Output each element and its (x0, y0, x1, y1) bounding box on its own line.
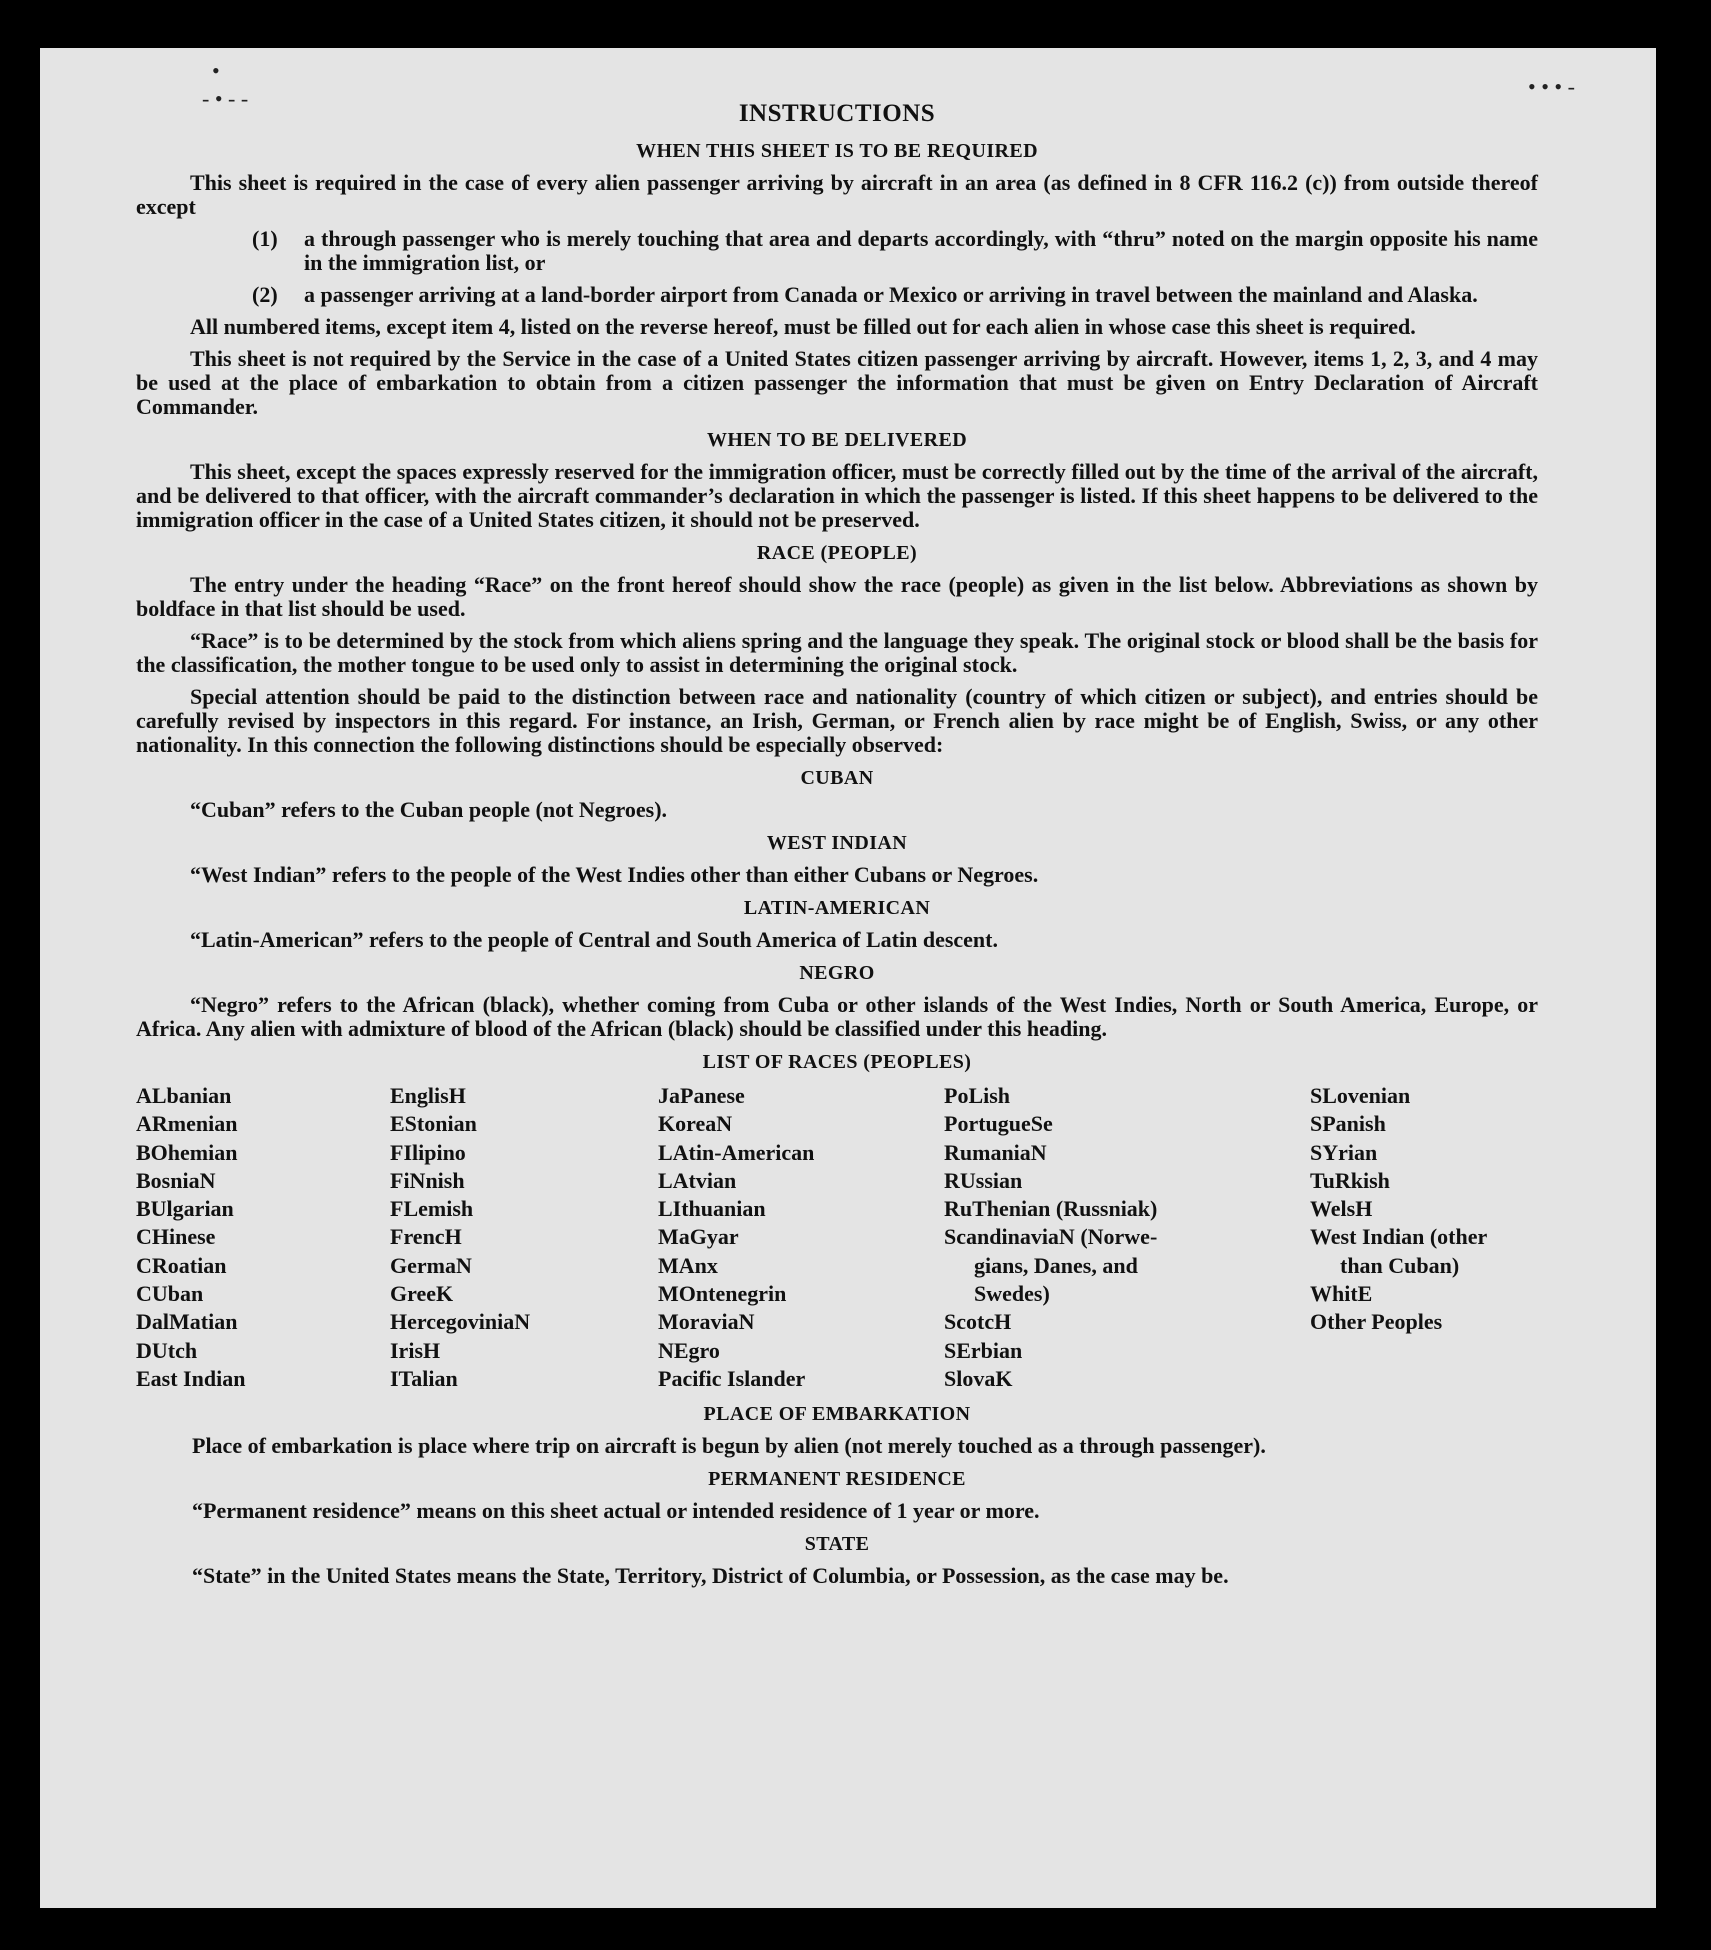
race-entry: MaGyar (658, 1224, 739, 1250)
race-entry: LAtvian (658, 1167, 737, 1193)
heading-when-required: WHEN THIS SHEET IS TO BE REQUIRED (636, 140, 1038, 162)
residence-definition: “Permanent residence” means on this sheet actual or intended residence of 1 year or more. (192, 1498, 1040, 1524)
race-entry: CUban (136, 1281, 204, 1307)
heading-when-delivered: WHEN TO BE DELIVERED (706, 429, 968, 451)
race-entry: CHinese (136, 1224, 216, 1250)
race-entry: TuRkish (1310, 1167, 1390, 1193)
race-entry: ScotcH (944, 1309, 1012, 1335)
race-paragraph: Special attention should be paid to the distinction between race and nationality (country of which citizen or subject), and entries should be carefully revised by inspectors in this regard. For instance, an Irish, German, or French alien by race might be of English, Swiss, or any other nationality. In this connection the following distinctions should be especially observed: (136, 684, 1538, 757)
race-entry: ITalian (390, 1365, 458, 1391)
race-entry: BUlgarian (136, 1196, 234, 1222)
heading-cuban: CUBAN (800, 767, 874, 789)
race-entry: SPanish (1310, 1111, 1386, 1137)
race-entry: SErbian (944, 1337, 1023, 1363)
race-entry: WhitE (1310, 1281, 1373, 1307)
race-entry: East Indian (136, 1365, 246, 1391)
numbered-items-paragraph: All numbered items, except item 4, listed on the reverse hereof, must be filled out for each alien in whose case this sheet is required. (190, 314, 1416, 339)
races-column (390, 1082, 658, 1393)
race-entry-continued: Swedes) (974, 1281, 1050, 1307)
race-entry: KoreaN (658, 1111, 733, 1137)
race-entry: FiNnish (390, 1167, 465, 1193)
race-entry: PortugueSe (944, 1111, 1053, 1137)
race-entry: LIthuanian (658, 1196, 766, 1222)
race-paragraph: “Race” is to be determined by the stock from which aliens spring and the language they speak. The original stock or blood shall be the basis for the classification, the mother tongue to be used only to assist in determining the original stock. (136, 628, 1538, 677)
race-entry: ScandinaviaN (Norwe- (944, 1224, 1158, 1250)
race-entry: MoraviaN (658, 1309, 755, 1335)
races-column (944, 1082, 1310, 1393)
page-title: INSTRUCTIONS (738, 100, 936, 127)
negro-definition: “Negro” refers to the African (black), whether coming from Cuba or other islands of the West Indies, North or South America, Europe, or Africa. Any alien with admixture of blood of the African (black) should be classified under this heading. (136, 992, 1538, 1041)
cuban-definition: “Cuban” refers to the Cuban people (not Negroes). (190, 797, 668, 822)
race-entry: MOntenegrin (658, 1281, 787, 1307)
heading-list-of-races: LIST OF RACES (PEOPLES) (702, 1051, 972, 1073)
when-required-intro: This sheet is required in the case of every alien passenger arriving by aircraft in an area (as defined in 8 CFR 116.2 (c)) from outside thereof except (136, 170, 1538, 219)
heading-permanent-residence: PERMANENT RESIDENCE (708, 1468, 966, 1491)
instruction-sheet (40, 48, 1656, 1908)
race-entry: SYrian (1310, 1139, 1378, 1165)
exception-text: a through passenger who is merely touching that area and departs accordingly, with “thru” noted on the margin opposite his name in the immigration list, or (304, 226, 1538, 275)
heading-race: RACE (PEOPLE) (756, 542, 918, 564)
race-entry: BOhemian (136, 1139, 238, 1165)
citizen-paragraph: This sheet is not required by the Service in the case of a United States citizen passenger arriving by aircraft. However, items 1, 2, 3, and 4 may be used at the place of embarkation to obtain from a citizen passenger the information that must be given on Entry Declaration of Aircraft Commander. (136, 346, 1538, 419)
race-entry: RuThenian (Russniak) (944, 1196, 1158, 1222)
exception-number: (2) (252, 282, 278, 307)
race-entry: Pacific Islander (658, 1365, 806, 1391)
speck-mark: • • • - (1528, 74, 1575, 99)
exception-text: a passenger arriving at a land-border airport from Canada or Mexico or arriving in travel between the mainland and Alaska. (304, 282, 1478, 307)
exception-item (252, 227, 1538, 275)
exception-number: (1) (252, 226, 278, 251)
race-entry: DalMatian (136, 1309, 238, 1335)
race-entry: ARmenian (136, 1111, 238, 1137)
race-entry: FLemish (390, 1196, 474, 1222)
race-entry: FIlipino (390, 1139, 466, 1165)
race-entry: WelsH (1310, 1196, 1373, 1222)
race-entry: FrencH (390, 1224, 462, 1250)
race-entry: BosniaN (136, 1167, 216, 1193)
race-entry: RumaniaN (944, 1139, 1047, 1165)
heading-negro: NEGRO (799, 962, 875, 984)
race-entry: GermaN (390, 1252, 472, 1278)
races-column (1310, 1082, 1540, 1393)
race-entry: HercegoviniaN (390, 1309, 531, 1335)
state-definition: “State” in the United States means the State, Territory, District of Columbia, or Possession, as the case may be. (192, 1563, 1229, 1589)
race-entry: GreeK (390, 1281, 454, 1307)
heading-west-indian: WEST INDIAN (766, 832, 908, 854)
exception-item (252, 283, 1538, 307)
race-entry: ALbanian (136, 1083, 232, 1108)
heading-embarkation: PLACE OF EMBARKATION (703, 1403, 971, 1426)
race-entry: RUssian (944, 1167, 1023, 1193)
race-entry: JaPanese (658, 1083, 745, 1108)
races-column (658, 1082, 944, 1393)
race-paragraph: The entry under the heading “Race” on the front hereof should show the race (people) as given in the list below. Abbreviations as shown by boldface in that list should be used. (136, 572, 1538, 621)
race-entry: DUtch (136, 1337, 198, 1363)
race-entry: Other Peoples (1310, 1309, 1443, 1335)
heading-latin-american: LATIN-AMERICAN (743, 897, 931, 919)
speck-mark: - • - - (202, 86, 249, 111)
race-entry: MAnx (658, 1252, 718, 1278)
race-entry: IrisH (390, 1337, 441, 1363)
latin-american-definition: “Latin-American” refers to the people of Central and South America of Latin descent. (190, 927, 998, 952)
race-entry: EnglisH (390, 1083, 466, 1108)
embarkation-definition: Place of embarkation is place where trip on aircraft is begun by alien (not merely touched as a through passenger). (192, 1433, 1266, 1459)
race-entry: PoLish (944, 1083, 1011, 1108)
race-entry: West Indian (other (1310, 1224, 1488, 1250)
when-delivered-paragraph: This sheet, except the spaces expressly reserved for the immigration officer, must be correctly filled out by the time of the arrival of the aircraft, and be delivered to that officer, with the aircraft commander’s declaration in which the passenger is listed. If this sheet happens to be delivered to the immigration officer in the case of a United States citizen, it should not be preserved. (136, 459, 1538, 532)
race-entry-continued: gians, Danes, and (974, 1252, 1138, 1278)
race-entry-continued: than Cuban) (1340, 1252, 1460, 1278)
race-entry: LAtin-American (658, 1139, 815, 1165)
west-indian-definition: “West Indian” refers to the people of the West Indies other than either Cubans or Negroes. (190, 862, 1039, 887)
race-entry: SlovaK (944, 1365, 1013, 1391)
races-column (136, 1082, 390, 1393)
race-entry: NEgro (658, 1337, 720, 1363)
race-entry: CRoatian (136, 1252, 227, 1278)
race-entry: EStonian (390, 1111, 477, 1137)
race-entry: SLovenian (1310, 1083, 1411, 1108)
races-list (136, 1082, 1538, 1393)
speck-mark: • (212, 58, 220, 83)
heading-state: STATE (804, 1533, 870, 1556)
